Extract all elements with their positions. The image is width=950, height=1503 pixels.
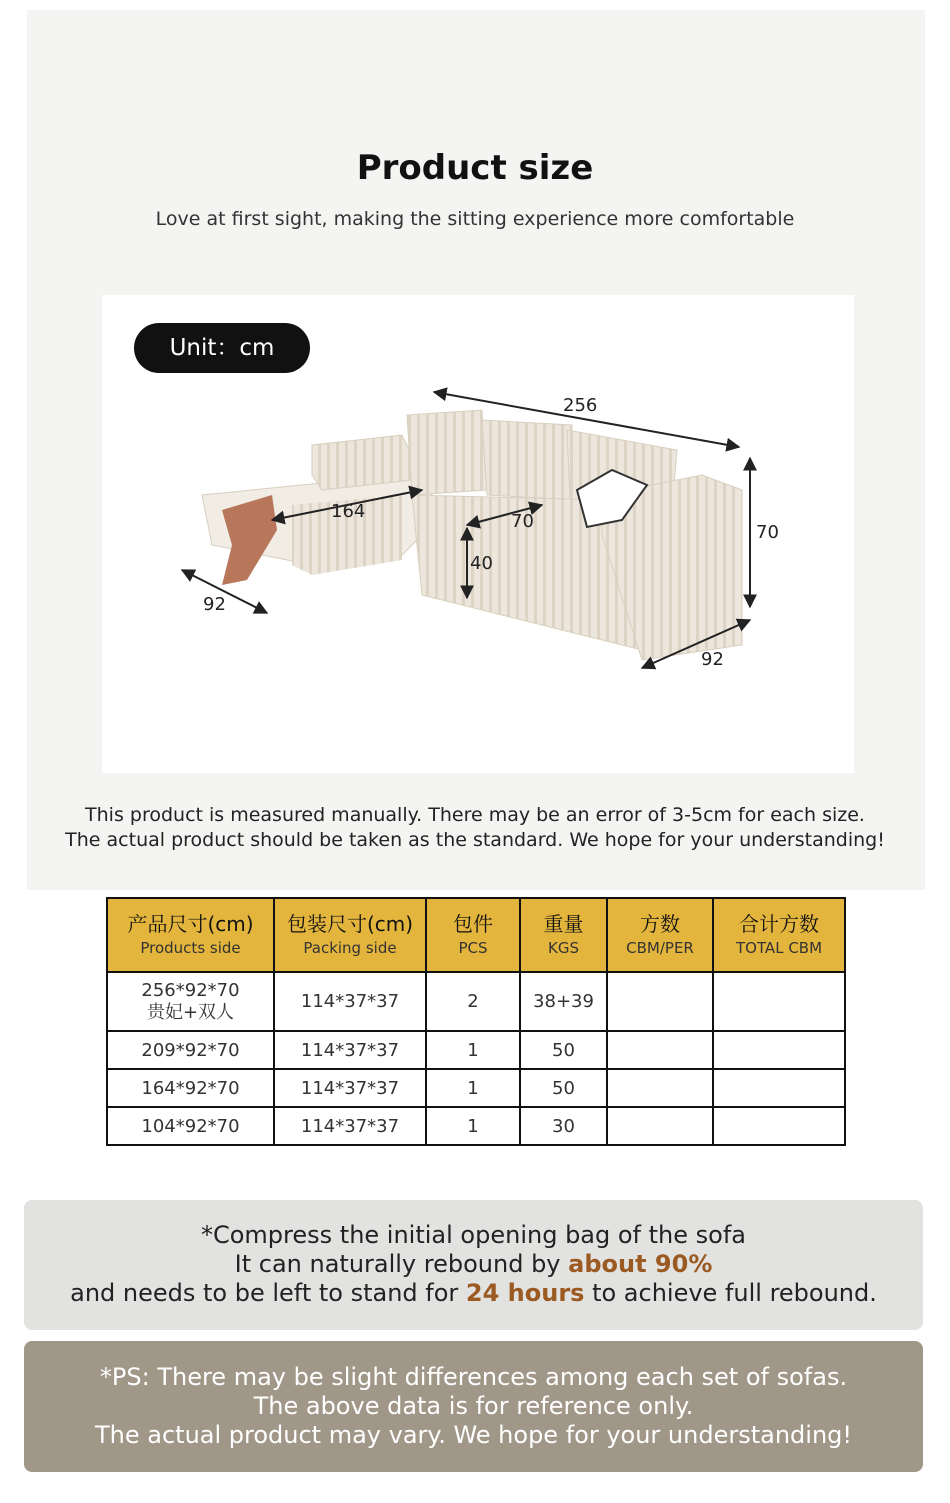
- cell-cbm: [607, 1107, 713, 1145]
- spec-table: [106, 897, 846, 1146]
- col-header-pcs: 包件 PCS: [426, 898, 520, 972]
- disclaimer-line: The actual product should be taken as the standard. We hope for your understanding!: [65, 829, 885, 851]
- ps-note-banner: [24, 1341, 923, 1472]
- cell-size-note: 贵妃+双人: [146, 1001, 235, 1023]
- compress-line: and needs to be left to stand for 24 hours to achieve full rebound.: [70, 1279, 877, 1307]
- col-header-cbm-per: 方数 CBM/PER: [607, 898, 713, 972]
- cell-pcs: 1: [426, 1107, 520, 1145]
- cell-size: 209*92*70: [107, 1031, 274, 1069]
- cell-cbm: [607, 972, 713, 1031]
- sofa-dimension-image: [102, 295, 854, 773]
- table-row: [107, 1031, 845, 1069]
- cell-packing: 114*37*37: [274, 1107, 426, 1145]
- col-header-kgs: 重量 KGS: [520, 898, 607, 972]
- unit-badge: Unit：cm: [134, 323, 310, 373]
- col-header-total-cbm: 合计方数 TOTAL CBM: [713, 898, 845, 972]
- cell-kgs: 30: [520, 1107, 607, 1145]
- table-row: [107, 1069, 845, 1107]
- cell-kgs: 38+39: [520, 972, 607, 1031]
- cell-total: [713, 1107, 845, 1145]
- dim-seat-depth: 70: [511, 511, 534, 532]
- highlight-text: about 90%: [568, 1250, 713, 1278]
- compress-line: *Compress the initial opening bag of the sofa: [200, 1221, 746, 1249]
- table-header-row: [107, 898, 845, 972]
- cell-total: [713, 972, 845, 1031]
- dim-total-length: 256: [563, 395, 598, 416]
- col-header-packing-side: 包装尺寸(cm) Packing side: [274, 898, 426, 972]
- cell-size: 104*92*70: [107, 1107, 274, 1145]
- cell-kgs: 50: [520, 1069, 607, 1107]
- cell-size: 256*92*70: [141, 979, 240, 1001]
- cell-packing: 114*37*37: [274, 1069, 426, 1107]
- table-row: [107, 972, 845, 1031]
- cell-size: 164*92*70: [107, 1069, 274, 1107]
- compress-note-banner: [24, 1200, 923, 1330]
- cell-cbm: [607, 1069, 713, 1107]
- cell-total: [713, 1069, 845, 1107]
- dim-height: 70: [756, 522, 779, 543]
- cell-pcs: 2: [426, 972, 520, 1031]
- compress-line: It can naturally rebound by about 90%: [234, 1250, 713, 1278]
- ps-line: The actual product may vary. We hope for your understanding!: [94, 1421, 853, 1449]
- cell-total: [713, 1031, 845, 1069]
- page-title: Product size: [356, 148, 594, 188]
- cell-packing: 114*37*37: [274, 1031, 426, 1069]
- ps-line: The above data is for reference only.: [253, 1392, 694, 1420]
- measurement-disclaimer: [0, 803, 950, 853]
- cell-pcs: 1: [426, 1069, 520, 1107]
- highlight-text: 24 hours: [465, 1279, 585, 1307]
- cell-cbm: [607, 1031, 713, 1069]
- cell-pcs: 1: [426, 1031, 520, 1069]
- dim-chaise-length: 164: [331, 501, 366, 522]
- ps-line: *PS: There may be slight differences among each set of sofas.: [99, 1363, 848, 1391]
- page-subtitle: Love at first sight, making the sitting experience more comfortable: [155, 208, 795, 230]
- cell-packing: 114*37*37: [274, 972, 426, 1031]
- dim-chaise-width: 92: [203, 594, 226, 615]
- cell-kgs: 50: [520, 1031, 607, 1069]
- dim-depth: 92: [701, 649, 724, 670]
- disclaimer-line: This product is measured manually. There may be an error of 3-5cm for each size.: [85, 804, 865, 826]
- dim-seat-height: 40: [470, 553, 493, 574]
- col-header-products-side: 产品尺寸(cm) Products side: [107, 898, 274, 972]
- table-row: [107, 1107, 845, 1145]
